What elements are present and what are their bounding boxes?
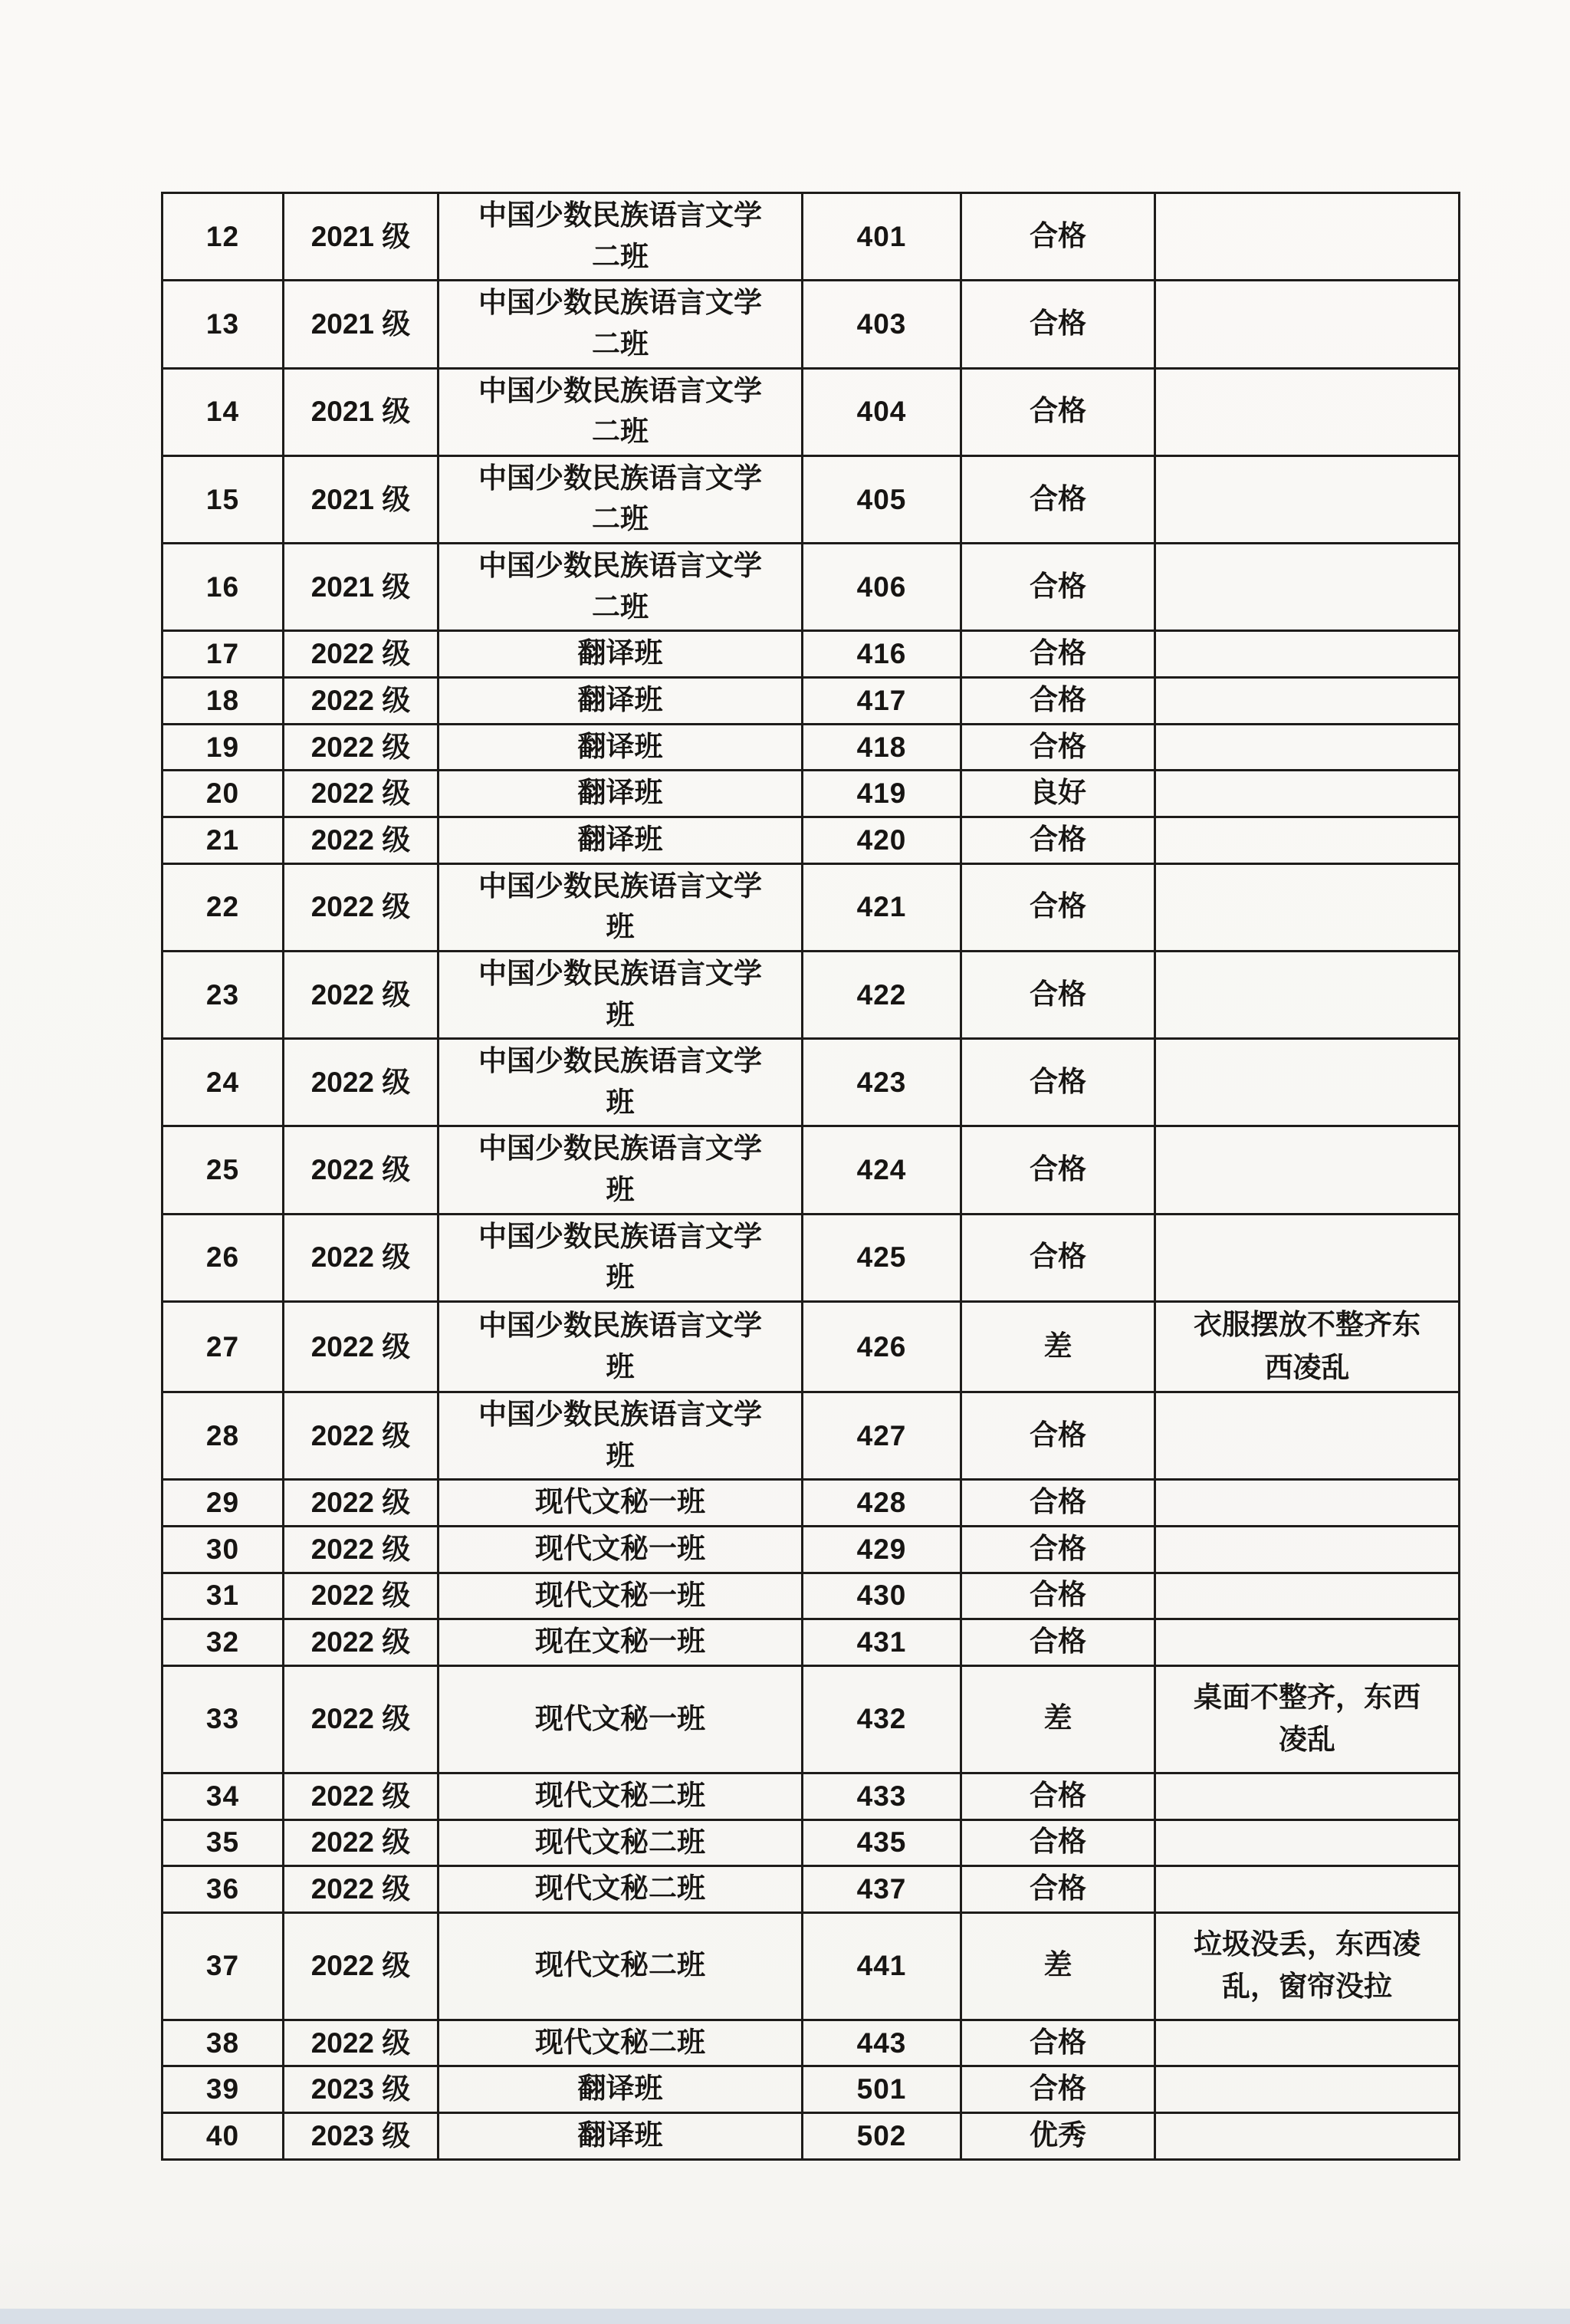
cell-serial-number: 15	[163, 455, 284, 543]
cell-room-number: 430	[803, 1573, 961, 1619]
cell-room-number: 405	[803, 455, 961, 543]
cell-remark	[1155, 281, 1460, 368]
cell-rating: 合格	[961, 368, 1155, 455]
cell-class-name	[438, 1392, 803, 1480]
cell-class-name	[438, 1619, 803, 1666]
cell-room-number: 502	[803, 2113, 961, 2160]
cell-rating: 合格	[961, 2066, 1155, 2113]
cell-remark	[1155, 1912, 1460, 2020]
cell-rating: 合格	[961, 1126, 1155, 1214]
cell-rating: 合格	[961, 631, 1155, 678]
table-row	[163, 1573, 1460, 1619]
cell-serial-number: 37	[163, 1912, 284, 2020]
cell-rating: 合格	[961, 1214, 1155, 1301]
table-row	[163, 1819, 1460, 1866]
cell-grade-year: 2022 级	[284, 1214, 438, 1301]
table-row	[163, 1214, 1460, 1301]
cell-serial-number: 25	[163, 1126, 284, 1214]
cell-grade-year: 2021 级	[284, 455, 438, 543]
cell-serial-number: 12	[163, 193, 284, 281]
cell-remark	[1155, 2020, 1460, 2066]
cell-remark	[1155, 368, 1460, 455]
cell-grade-year: 2022 级	[284, 1526, 438, 1573]
cell-remark	[1155, 1039, 1460, 1126]
cell-room-number: 433	[803, 1773, 961, 1819]
cell-serial-number: 18	[163, 678, 284, 725]
cell-grade-year: 2022 级	[284, 1619, 438, 1666]
class-name-text: 现代文秘二班	[535, 1873, 705, 1905]
cell-serial-number: 36	[163, 1866, 284, 1913]
cell-class-name	[438, 1126, 803, 1214]
class-name-text: 中国少数民族语言文学班	[478, 1133, 762, 1207]
class-name-text: 中国少数民族语言文学班	[478, 870, 762, 944]
cell-remark	[1155, 631, 1460, 678]
cell-class-name	[438, 1866, 803, 1913]
table-row	[163, 1126, 1460, 1214]
cell-class-name	[438, 631, 803, 678]
table-row	[163, 1392, 1460, 1480]
cell-serial-number: 17	[163, 631, 284, 678]
cell-serial-number: 29	[163, 1480, 284, 1527]
cell-serial-number: 30	[163, 1526, 284, 1573]
remark-text: 垃圾没丢，东西凌乱，窗帘没拉	[1193, 1928, 1421, 2004]
class-name-text: 现代文秘一班	[535, 1487, 705, 1519]
class-name-text: 中国少数民族语言文学班	[478, 1046, 762, 1119]
cell-room-number: 431	[803, 1619, 961, 1666]
cell-remark	[1155, 1126, 1460, 1214]
cell-serial-number: 22	[163, 863, 284, 951]
cell-class-name	[438, 678, 803, 725]
cell-room-number: 422	[803, 951, 961, 1038]
cell-serial-number: 27	[163, 1302, 284, 1392]
cell-class-name	[438, 951, 803, 1038]
cell-room-number: 419	[803, 771, 961, 817]
table-row	[163, 724, 1460, 771]
table-row	[163, 193, 1460, 281]
cell-room-number: 428	[803, 1480, 961, 1527]
cell-grade-year: 2022 级	[284, 1039, 438, 1126]
cell-grade-year: 2021 级	[284, 193, 438, 281]
class-name-text: 现代文秘二班	[535, 1826, 705, 1859]
cell-remark	[1155, 1214, 1460, 1301]
table-row	[163, 1773, 1460, 1819]
class-name-text: 现在文秘一班	[535, 1626, 705, 1658]
cell-class-name	[438, 724, 803, 771]
table-row	[163, 544, 1460, 631]
cell-serial-number: 34	[163, 1773, 284, 1819]
cell-rating: 差	[961, 1665, 1155, 1773]
class-name-text: 中国少数民族语言文学班	[478, 1310, 762, 1383]
cell-serial-number: 39	[163, 2066, 284, 2113]
cell-rating: 合格	[961, 951, 1155, 1038]
table-row	[163, 678, 1460, 725]
cell-grade-year: 2022 级	[284, 631, 438, 678]
cell-rating: 合格	[961, 281, 1155, 368]
cell-room-number: 423	[803, 1039, 961, 1126]
cell-class-name	[438, 281, 803, 368]
cell-remark	[1155, 1619, 1460, 1666]
cell-rating: 合格	[961, 1866, 1155, 1913]
cell-grade-year: 2022 级	[284, 678, 438, 725]
table-row	[163, 951, 1460, 1038]
table-row	[163, 2066, 1460, 2113]
table-row	[163, 1866, 1460, 1913]
cell-serial-number: 26	[163, 1214, 284, 1301]
cell-class-name	[438, 2113, 803, 2160]
remark-text: 衣服摆放不整齐东西凌乱	[1193, 1310, 1421, 1384]
cell-room-number: 443	[803, 2020, 961, 2066]
cell-rating: 合格	[961, 1773, 1155, 1819]
cell-room-number: 418	[803, 724, 961, 771]
cell-rating: 合格	[961, 1573, 1155, 1619]
cell-room-number: 420	[803, 817, 961, 863]
cell-room-number: 417	[803, 678, 961, 725]
cell-class-name	[438, 2066, 803, 2113]
cell-remark	[1155, 724, 1460, 771]
cell-class-name	[438, 1039, 803, 1126]
cell-serial-number: 14	[163, 368, 284, 455]
cell-rating: 优秀	[961, 2113, 1155, 2160]
remark-text: 桌面不整齐，东西凌乱	[1193, 1681, 1421, 1757]
cell-rating: 合格	[961, 678, 1155, 725]
cell-rating: 合格	[961, 455, 1155, 543]
cell-grade-year: 2022 级	[284, 1912, 438, 2020]
cell-serial-number: 35	[163, 1819, 284, 1866]
cell-class-name	[438, 771, 803, 817]
class-name-text: 中国少数民族语言文学班	[478, 1221, 762, 1294]
cell-remark	[1155, 455, 1460, 543]
cell-grade-year: 2022 级	[284, 817, 438, 863]
cell-grade-year: 2022 级	[284, 1819, 438, 1866]
table-body	[163, 193, 1460, 2160]
cell-serial-number: 20	[163, 771, 284, 817]
cell-grade-year: 2022 级	[284, 1773, 438, 1819]
cell-class-name	[438, 1214, 803, 1301]
cell-remark	[1155, 951, 1460, 1038]
cell-grade-year: 2022 级	[284, 2020, 438, 2066]
cell-remark	[1155, 1480, 1460, 1527]
cell-remark	[1155, 2113, 1460, 2160]
table-row	[163, 455, 1460, 543]
cell-rating: 合格	[961, 1480, 1155, 1527]
cell-remark	[1155, 1573, 1460, 1619]
cell-rating: 合格	[961, 2020, 1155, 2066]
class-name-text: 现代文秘二班	[535, 1780, 705, 1812]
cell-class-name	[438, 1526, 803, 1573]
cell-room-number: 435	[803, 1819, 961, 1866]
cell-rating: 合格	[961, 1526, 1155, 1573]
class-name-text: 中国少数民族语言文学二班	[478, 551, 762, 623]
cell-grade-year: 2022 级	[284, 863, 438, 951]
cell-serial-number: 40	[163, 2113, 284, 2160]
cell-room-number: 429	[803, 1526, 961, 1573]
cell-grade-year: 2022 级	[284, 1392, 438, 1480]
cell-room-number: 401	[803, 193, 961, 281]
class-name-text: 现代文秘一班	[535, 1579, 705, 1612]
cell-remark	[1155, 1302, 1460, 1392]
cell-serial-number: 31	[163, 1573, 284, 1619]
class-name-text: 翻译班	[577, 777, 663, 810]
cell-serial-number: 23	[163, 951, 284, 1038]
cell-grade-year: 2023 级	[284, 2113, 438, 2160]
cell-rating: 合格	[961, 1619, 1155, 1666]
cell-class-name	[438, 863, 803, 951]
cell-grade-year: 2022 级	[284, 724, 438, 771]
cell-grade-year: 2023 级	[284, 2066, 438, 2113]
cell-room-number: 421	[803, 863, 961, 951]
table-row	[163, 631, 1460, 678]
cell-room-number: 441	[803, 1912, 961, 2020]
cell-rating: 合格	[961, 1039, 1155, 1126]
cell-remark	[1155, 1866, 1460, 1913]
cell-rating: 合格	[961, 817, 1155, 863]
cell-remark	[1155, 1773, 1460, 1819]
cell-class-name	[438, 817, 803, 863]
cell-rating: 良好	[961, 771, 1155, 817]
cell-serial-number: 38	[163, 2020, 284, 2066]
cell-grade-year: 2022 级	[284, 1302, 438, 1392]
cell-room-number: 424	[803, 1126, 961, 1214]
table-row	[163, 1619, 1460, 1666]
class-name-text: 翻译班	[577, 685, 663, 717]
cell-class-name	[438, 1302, 803, 1392]
table-row	[163, 1480, 1460, 1527]
table-row	[163, 2113, 1460, 2160]
class-name-text: 翻译班	[577, 731, 663, 763]
cell-serial-number: 24	[163, 1039, 284, 1126]
cell-serial-number: 21	[163, 817, 284, 863]
cell-grade-year: 2021 级	[284, 544, 438, 631]
cell-room-number: 427	[803, 1392, 961, 1480]
cell-rating: 差	[961, 1912, 1155, 2020]
cell-rating: 差	[961, 1302, 1155, 1392]
table-row	[163, 1039, 1460, 1126]
cell-grade-year: 2022 级	[284, 951, 438, 1038]
class-name-text: 现代文秘二班	[535, 2027, 705, 2059]
cell-room-number: 425	[803, 1214, 961, 1301]
class-name-text: 翻译班	[577, 823, 663, 856]
cell-room-number: 437	[803, 1866, 961, 1913]
cell-rating: 合格	[961, 1392, 1155, 1480]
class-name-text: 现代文秘一班	[535, 1703, 705, 1735]
class-name-text: 中国少数民族语言文学班	[478, 958, 762, 1031]
table-row	[163, 368, 1460, 455]
table-row	[163, 817, 1460, 863]
class-name-text: 翻译班	[577, 2120, 663, 2152]
cell-remark	[1155, 1392, 1460, 1480]
table-row	[163, 2020, 1460, 2066]
class-name-text: 中国少数民族语言文学班	[478, 1399, 762, 1472]
class-name-text: 现代文秘一班	[535, 1533, 705, 1565]
class-name-text: 中国少数民族语言文学二班	[478, 375, 762, 449]
cell-remark	[1155, 863, 1460, 951]
cell-rating: 合格	[961, 724, 1155, 771]
class-name-text: 翻译班	[577, 638, 663, 670]
cell-rating: 合格	[961, 544, 1155, 631]
dorm-inspection-table	[161, 192, 1460, 2161]
table-row	[163, 281, 1460, 368]
cell-class-name	[438, 1573, 803, 1619]
cell-class-name	[438, 1665, 803, 1773]
cell-grade-year: 2022 级	[284, 1866, 438, 1913]
cell-rating: 合格	[961, 193, 1155, 281]
cell-serial-number: 33	[163, 1665, 284, 1773]
cell-class-name	[438, 368, 803, 455]
cell-rating: 合格	[961, 1819, 1155, 1866]
scanner-edge-strip	[0, 2309, 1570, 2324]
cell-remark	[1155, 193, 1460, 281]
cell-room-number: 403	[803, 281, 961, 368]
cell-remark	[1155, 678, 1460, 725]
cell-room-number: 406	[803, 544, 961, 631]
cell-remark	[1155, 817, 1460, 863]
class-name-text: 中国少数民族语言文学二班	[478, 200, 762, 273]
table-row	[163, 863, 1460, 951]
class-name-text: 现代文秘二班	[535, 1950, 705, 1982]
cell-grade-year: 2022 级	[284, 771, 438, 817]
cell-class-name	[438, 1480, 803, 1527]
cell-remark	[1155, 544, 1460, 631]
table-row	[163, 771, 1460, 817]
cell-serial-number: 32	[163, 1619, 284, 1666]
cell-serial-number: 28	[163, 1392, 284, 1480]
cell-grade-year: 2022 级	[284, 1480, 438, 1527]
cell-class-name	[438, 455, 803, 543]
cell-class-name	[438, 1773, 803, 1819]
cell-remark	[1155, 1665, 1460, 1773]
cell-room-number: 426	[803, 1302, 961, 1392]
cell-room-number: 404	[803, 368, 961, 455]
table-row	[163, 1912, 1460, 2020]
cell-grade-year: 2022 级	[284, 1573, 438, 1619]
cell-serial-number: 19	[163, 724, 284, 771]
cell-grade-year: 2021 级	[284, 281, 438, 368]
cell-class-name	[438, 2020, 803, 2066]
cell-rating: 合格	[961, 863, 1155, 951]
cell-serial-number: 13	[163, 281, 284, 368]
cell-class-name	[438, 1819, 803, 1866]
cell-room-number: 501	[803, 2066, 961, 2113]
class-name-text: 中国少数民族语言文学二班	[478, 288, 762, 360]
cell-class-name	[438, 193, 803, 281]
class-name-text: 翻译班	[577, 2073, 663, 2105]
cell-room-number: 432	[803, 1665, 961, 1773]
cell-room-number: 416	[803, 631, 961, 678]
cell-class-name	[438, 544, 803, 631]
cell-serial-number: 16	[163, 544, 284, 631]
class-name-text: 中国少数民族语言文学二班	[478, 462, 762, 536]
cell-grade-year: 2021 级	[284, 368, 438, 455]
cell-remark	[1155, 1819, 1460, 1866]
cell-grade-year: 2022 级	[284, 1665, 438, 1773]
table-row	[163, 1526, 1460, 1573]
table-row	[163, 1665, 1460, 1773]
cell-remark	[1155, 1526, 1460, 1573]
cell-grade-year: 2022 级	[284, 1126, 438, 1214]
cell-remark	[1155, 2066, 1460, 2113]
cell-remark	[1155, 771, 1460, 817]
table-row	[163, 1302, 1460, 1392]
cell-class-name	[438, 1912, 803, 2020]
